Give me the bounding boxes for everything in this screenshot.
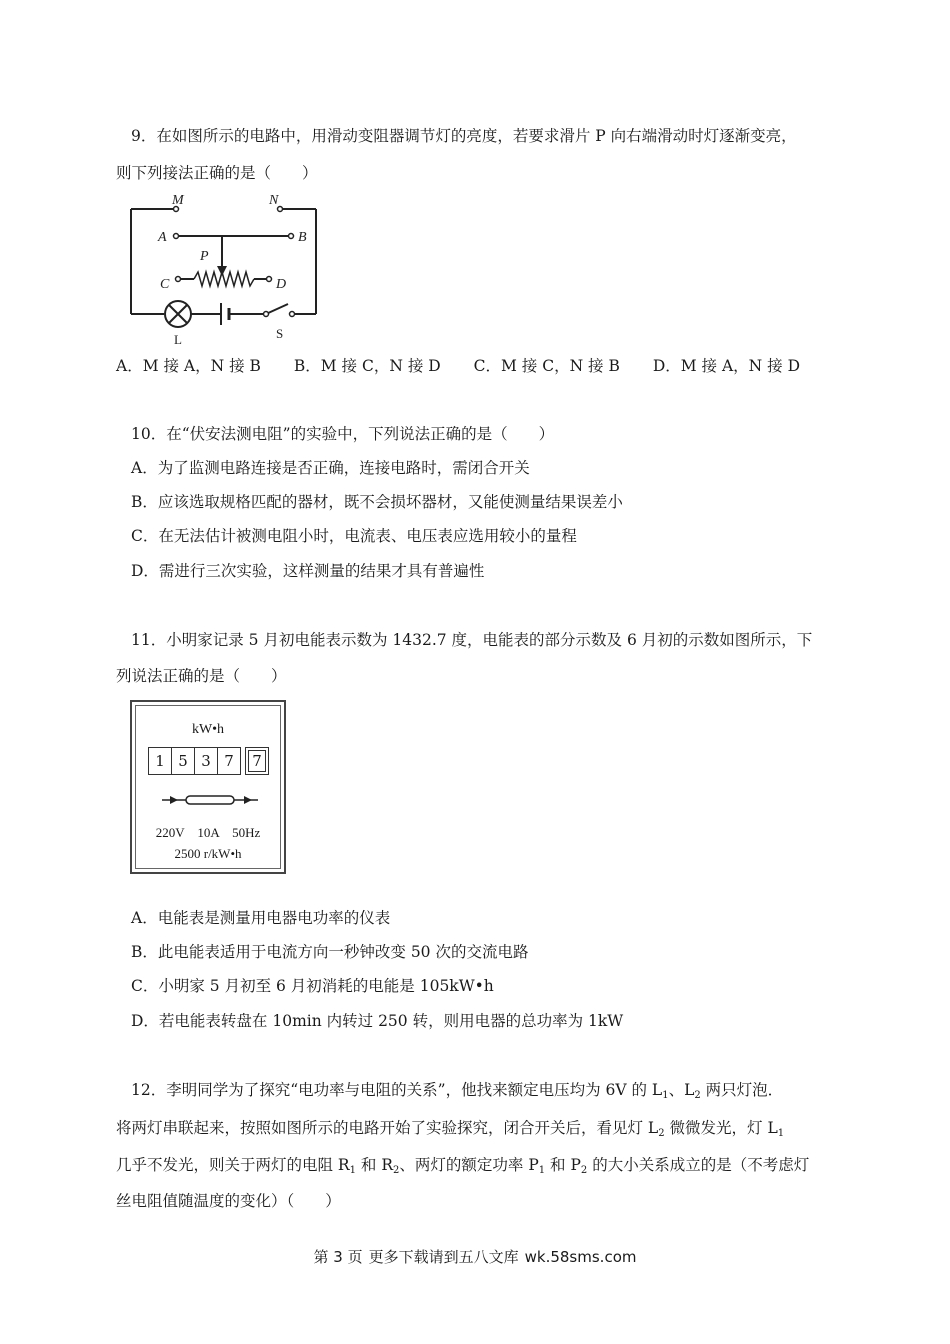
q10-option-b: B．应该选取规格匹配的器材，既不会损坏器材，又能使测量结果误差小 — [131, 493, 623, 511]
q9-stem-line2: 则下列接法正确的是（ ） — [116, 164, 318, 182]
q11-stem-line2: 列说法正确的是（ ） — [116, 667, 287, 685]
footer-promo-text: 更多下载请到五八文库 — [368, 1248, 519, 1266]
meter-digit: 3 — [195, 747, 218, 775]
meter-digit: 7 — [218, 747, 241, 775]
label-b: B — [298, 230, 307, 245]
label-l: L — [174, 332, 182, 347]
q12-stem-line1: 12．李明同学为了探究“电功率与电阻的关系”，他找来额定电压均为 6V 的 $L_1$、$L_2$ 两只灯泡． — [131, 1081, 784, 1101]
q9-rheostat-circuit-figure — [124, 192, 324, 348]
q11-option-d: D．若电能表转盘在 10min 内转过 250 转，则用电器的总功率为 1kW — [131, 1012, 624, 1030]
meter-digits — [148, 747, 269, 775]
label-c: C — [160, 277, 170, 292]
q11-option-c: C．小明家 5 月初至 6 月初消耗的电能是 105kW•h — [131, 977, 494, 995]
q12-stem-line3: 几乎不发光，则关于两灯的电阻 $R_1$ 和 $R_2$、两灯的额定功率 $P_1$ 和 $P_2$ 的大小关系成立的是（不考虑灯 — [116, 1156, 810, 1176]
q10-stem: 10．在“伏安法测电阻”的实验中，下列说法正确的是（ ） — [131, 425, 555, 443]
q9-option-d: D．M 接 A，N 接 D — [652, 357, 801, 375]
q10-option-c: C．在无法估计被测电阻小时，电流表、电压表应选用较小的量程 — [131, 527, 577, 545]
q12-stem-line4: 丝电阻值随温度的变化）（ ） — [116, 1192, 341, 1210]
q10-option-a: A．为了监测电路连接是否正确，连接电路时，需闭合开关 — [131, 459, 530, 477]
meter-rate: 2500 r/kW•h — [174, 846, 242, 861]
q9-option-c: C．M 接 C，N 接 B — [473, 357, 620, 375]
meter-digit: 1 — [148, 747, 172, 775]
q10-option-d: D．需进行三次实验，这样测量的结果才具有普遍性 — [131, 562, 485, 580]
meter-digit-decimal: 7 — [245, 747, 269, 775]
q9-option-a: A．M 接 A，N 接 B — [116, 357, 261, 375]
label-n: N — [269, 193, 279, 208]
meter-unit: kW•h — [191, 722, 225, 737]
q11-stem-line1: 11．小明家记录 5 月初电能表示数为 1432.7 度，电能表的部分示数及 6 月初的示数如图所示，下 — [131, 631, 813, 649]
label-p: P — [200, 249, 209, 264]
q9-options — [116, 356, 800, 376]
q12-stem-line2: 将两灯串联起来，按照如图所示的电路开始了实验探究，闭合开关后，看见灯 $L_2$ 微微发光，灯 $L_1$ — [116, 1119, 785, 1139]
label-d: D — [276, 277, 287, 292]
page-footer — [0, 1246, 950, 1267]
footer-site-link[interactable]: wk.58sms.com — [524, 1248, 637, 1266]
electric-meter-figure — [130, 700, 286, 874]
q9-option-b: B．M 接 C，N 接 D — [293, 357, 441, 375]
meter-disc-icon — [160, 790, 260, 810]
footer-page-number: 第 3 页 — [313, 1248, 363, 1266]
q11-option-a: A．电能表是测量用电器电功率的仪表 — [131, 909, 391, 927]
meter-digit: 5 — [172, 747, 195, 775]
meter-spec: 220V 10A 50Hz — [155, 825, 261, 840]
q9-stem-line1: 9．在如图所示的电路中，用滑动变阻器调节灯的亮度，若要求滑片 P 向右端滑动时灯逐渐变亮， — [131, 127, 797, 145]
label-s: S — [276, 326, 284, 341]
label-a: A — [158, 230, 167, 245]
q11-option-b: B．此电能表适用于电流方向一秒钟改变 50 次的交流电路 — [131, 943, 529, 961]
label-m: M — [172, 193, 184, 208]
